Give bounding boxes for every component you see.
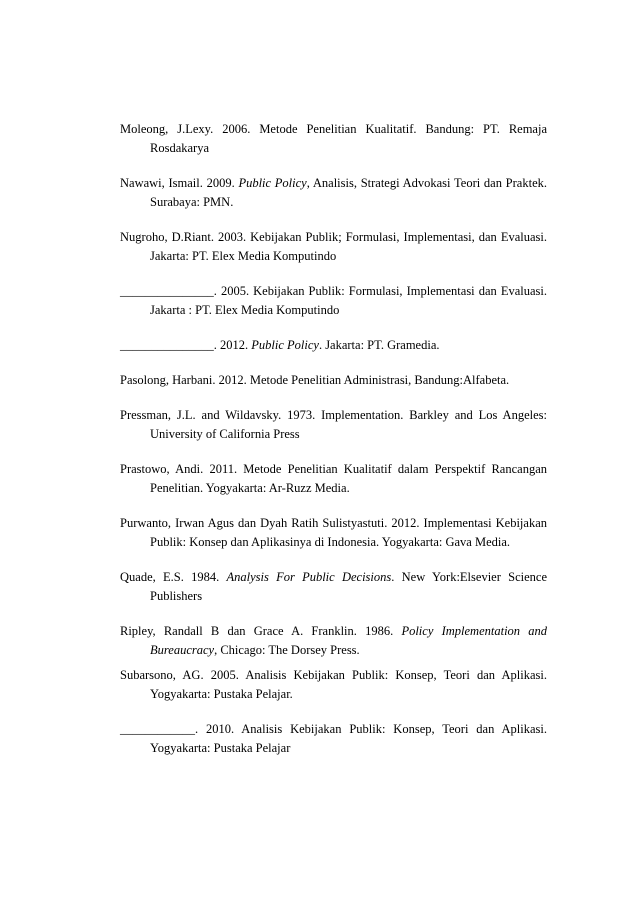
reference-entry — [120, 282, 547, 320]
reference-entry — [120, 406, 547, 444]
reference-text: Pressman, J.L. and Wildavsky. 1973. Implementation. Barkley and Los Angeles: University of California Press — [120, 408, 547, 441]
reference-title-italic: Analysis For Public Decisions — [226, 570, 392, 584]
reference-text: . New York:Elsevier Science Publishers — [150, 570, 547, 603]
reference-text: , Chicago: The Dorsey Press. — [214, 643, 360, 657]
reference-title-italic: Public Policy — [251, 338, 319, 352]
reference-text: ____________. 2010. Analisis Kebijakan Publik: Konsep, Teori dan Aplikasi. Yogyakarta: Pustaka Pelajar — [120, 722, 547, 755]
reference-text: Subarsono, AG. 2005. Analisis Kebijakan Publik: Konsep, Teori dan Aplikasi. Yogyakarta: Pustaka Pelajar. — [120, 668, 547, 701]
reference-list — [120, 120, 547, 774]
reference-entry — [120, 120, 547, 158]
reference-title-italic: Policy Implementation and Bureaucracy — [150, 624, 547, 657]
reference-entry — [120, 666, 547, 704]
reference-text: _______________. 2012. — [120, 338, 252, 352]
reference-title-italic: Public Policy — [238, 176, 307, 190]
reference-text: Quade, E.S. 1984. — [120, 570, 227, 584]
reference-text: Ripley, Randall B dan Grace A. Franklin. 1986. — [120, 624, 402, 638]
reference-text: Prastowo, Andi. 2011. Metode Penelitian Kualitatif dalam Perspektif Rancangan Penelitian. Yogyakarta: Ar-Ruzz Media. — [120, 462, 547, 495]
reference-entry — [120, 720, 547, 758]
reference-entry — [120, 228, 547, 266]
reference-entry — [120, 174, 547, 212]
reference-text: Nugroho, D.Riant. 2003. Kebijakan Publik; Formulasi, Implementasi, dan Evaluasi. Jakarta: PT. Elex Media Komputindo — [120, 230, 547, 263]
reference-text: , Analisis, Strategi Advokasi Teori dan Praktek. Surabaya: PMN. — [150, 176, 547, 209]
reference-text: Purwanto, Irwan Agus dan Dyah Ratih Sulistyastuti. 2012. Implementasi Kebijakan Publik: Konsep dan Aplikasinya di Indonesia. Yogyakarta: Gava Media. — [120, 516, 547, 549]
reference-entry — [120, 568, 547, 606]
reference-text: Nawawi, Ismail. 2009. — [120, 176, 239, 190]
reference-text: Pasolong, Harbani. 2012. Metode Penelitian Administrasi, Bandung:Alfabeta. — [120, 373, 510, 387]
reference-entry — [120, 371, 547, 390]
reference-entry — [120, 460, 547, 498]
reference-entry — [120, 622, 547, 660]
reference-text: . Jakarta: PT. Gramedia. — [318, 338, 440, 352]
reference-entry — [120, 336, 547, 355]
reference-text: Moleong, J.Lexy. 2006. Metode Penelitian Kualitatif. Bandung: PT. Remaja Rosdakarya — [120, 122, 547, 155]
reference-text: _______________. 2005. Kebijakan Publik: Formulasi, Implementasi dan Evaluasi. Jakarta : PT. Elex Media Komputindo — [120, 284, 547, 317]
reference-entry — [120, 514, 547, 552]
